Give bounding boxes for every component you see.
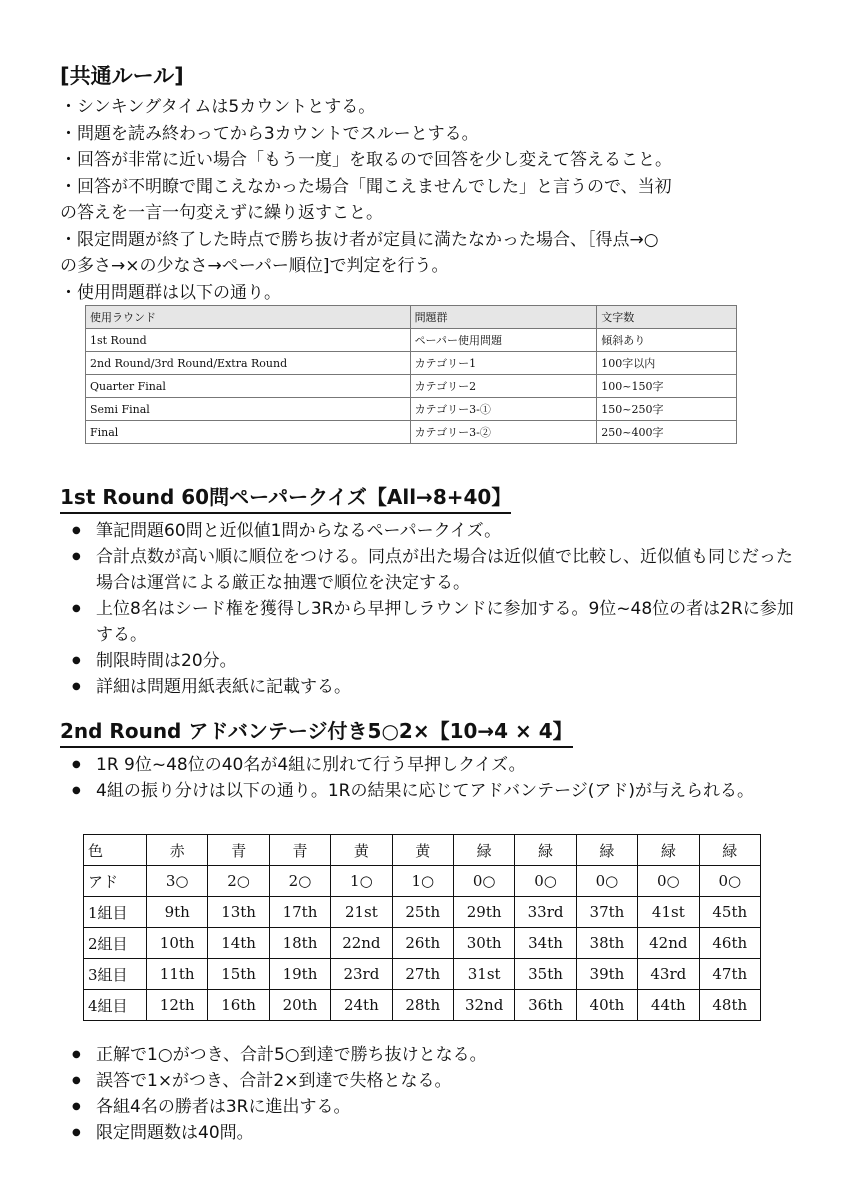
table-cell: Final [86,421,411,444]
table-cell: 29th [453,897,514,928]
rule-line: の答えを一言一句変えずに繰り返すこと。 [60,203,383,223]
table-cell: 150~250字 [597,398,737,421]
rule-line: の多さ→×の少なさ→ペーパー順位]で判定を行う。 [60,256,449,276]
table-cell: 24th [331,990,392,1021]
table-row [86,421,737,444]
rule-line: ・回答が不明瞭で聞こえなかった場合「聞こえませんでした」と言うので、当初 [60,176,672,197]
problem-set-table [85,305,737,444]
table-cell: 10th [147,928,208,959]
table-cell: 18th [269,928,330,959]
table-cell: 12th [147,990,208,1021]
group-assignment-table [83,834,761,1021]
table-cell: 37th [576,897,637,928]
table-cell: 33rd [515,897,576,928]
table-cell: 45th [699,897,760,928]
rule-line: ・シンキングタイムは5カウントとする。 [60,97,376,117]
table-cell: 0○ [638,866,699,897]
table-cell: カテゴリー2 [410,375,597,398]
table-cell: 3○ [147,866,208,897]
table-cell: 2組目 [84,928,147,959]
rule-line: ・問題を読み終わってから3カウントでスルーとする。 [60,123,479,144]
table-cell: 40th [576,990,637,1021]
table-cell: 31st [453,959,514,990]
rule-line: ・限定問題が終了した時点で勝ち抜け者が定員に満たなかった場合、［得点→○ [60,229,659,250]
table-cell: 1○ [392,866,453,897]
table-row [86,375,737,398]
bullet-item: ● 4組の振り分けは以下の通り。1Rの結果に応じてアドバンテージ(アド)が与えられる。 [82,778,800,804]
bullet-item: ● 筆記問題60問と近似値1問からなるペーパークイズ。 [82,518,800,544]
table-cell: 9th [147,897,208,928]
table-cell: 傾斜あり [597,329,737,352]
table-row [84,959,761,990]
bullet-item: ● 正解で1○がつき、合計5○到達で勝ち抜けとなる。 [82,1042,800,1068]
table-cell: 21st [331,897,392,928]
rule-line: ・回答が非常に近い場合「もう一度」を取るので回答を少し変えて答えること。 [60,150,672,170]
table-cell: 35th [515,959,576,990]
table-cell: 22nd [331,928,392,959]
table-cell: 38th [576,928,637,959]
table-cell: Semi Final [86,398,411,421]
table-cell: 42nd [638,928,699,959]
table-cell: 緑 [576,835,637,866]
table-cell: 20th [269,990,330,1021]
table-header-cell: 使用ラウンド [86,306,411,329]
table-cell: 47th [699,959,760,990]
table-cell: 28th [392,990,453,1021]
table-header-cell: 問題群 [410,306,597,329]
table-cell: 23rd [331,959,392,990]
table-cell: 39th [576,959,637,990]
table-row [84,897,761,928]
round2-after-bullets [60,1042,800,1146]
table-cell: 緑 [699,835,760,866]
bullet-item: ● 合計点数が高い順に順位をつける。同点が出た場合は近似値で比較し、近似値も同じだった場合は運営による厳正な抽選で順位を決定する。 [82,544,800,596]
table-cell: 100~150字 [597,375,737,398]
table-cell: 2nd Round/3rd Round/Extra Round [86,352,411,375]
table-cell: 100字以内 [597,352,737,375]
table-cell: 15th [208,959,269,990]
bullet-item: ● 上位8名はシード権を獲得し3Rから早押しラウンドに参加する。9位~48位の者は2Rに参加する。 [82,596,800,648]
common-rules [60,62,790,306]
common-rules-title: [共通ルール] [60,64,184,88]
table-cell: 27th [392,959,453,990]
table-cell: 41st [638,897,699,928]
table-cell: Quarter Final [86,375,411,398]
table-cell: 緑 [453,835,514,866]
bullet-item: ● 誤答で1×がつき、合計2×到達で失格となる。 [82,1068,800,1094]
table-cell: 43rd [638,959,699,990]
table-cell: 36th [515,990,576,1021]
table-row [86,398,737,421]
rule-line: ・使用問題群は以下の通り。 [60,282,281,303]
table-cell: 2○ [208,866,269,897]
table-cell: 色 [84,835,147,866]
table-cell: 26th [392,928,453,959]
table-row [84,928,761,959]
bullet-item: ● 制限時間は20分。 [82,648,800,674]
table-cell: 250~400字 [597,421,737,444]
round2-section [60,716,800,804]
table-cell: 4組目 [84,990,147,1021]
table-cell: 11th [147,959,208,990]
table-cell: 0○ [515,866,576,897]
table-row [86,352,737,375]
round1-title: 1st Round 60問ペーパークイズ【All→8+40】 [60,482,511,514]
table-row [84,866,761,897]
table-cell: ペーパー使用問題 [410,329,597,352]
table-cell: 赤 [147,835,208,866]
table-cell: 25th [392,897,453,928]
table-cell: 1組目 [84,897,147,928]
bullet-item: ● 限定問題数は40問。 [82,1120,800,1146]
table-row [86,329,737,352]
table-cell: 黄 [331,835,392,866]
bullet-item: ● 1R 9位~48位の40名が4組に別れて行う早押しクイズ。 [82,752,800,778]
table-cell: 48th [699,990,760,1021]
table-cell: 0○ [576,866,637,897]
round2-bullets [60,752,800,804]
table-cell: 0○ [453,866,514,897]
table-row [84,835,761,866]
table-header-cell: 文字数 [597,306,737,329]
round2-title: 2nd Round アドバンテージ付き5○2×【10→4 × 4】 [60,716,573,748]
round1-section [60,482,800,700]
table-cell: 44th [638,990,699,1021]
table-cell: 19th [269,959,330,990]
table-header-row [86,306,737,329]
table-cell: 3組目 [84,959,147,990]
table-cell: 32nd [453,990,514,1021]
table-cell: アド [84,866,147,897]
bullet-item: ● 各組4名の勝者は3Rに進出する。 [82,1094,800,1120]
table-cell: 13th [208,897,269,928]
table-cell: 34th [515,928,576,959]
table-cell: 2○ [269,866,330,897]
table-cell: 1○ [331,866,392,897]
table-cell: 黄 [392,835,453,866]
table-cell: 16th [208,990,269,1021]
table-row [84,990,761,1021]
table-cell: 青 [269,835,330,866]
table-cell: カテゴリー3-② [410,421,597,444]
round1-bullets [60,518,800,700]
table-cell: 1st Round [86,329,411,352]
round2-notes [60,1042,800,1146]
table-cell: 14th [208,928,269,959]
table-cell: 17th [269,897,330,928]
table-cell: 0○ [699,866,760,897]
table-cell: 青 [208,835,269,866]
table-cell: 緑 [515,835,576,866]
table-cell: カテゴリー3-① [410,398,597,421]
bullet-item: ● 詳細は問題用紙表紙に記載する。 [82,674,800,700]
table-cell: 30th [453,928,514,959]
table-cell: カテゴリー1 [410,352,597,375]
table-cell: 緑 [638,835,699,866]
table-cell: 46th [699,928,760,959]
